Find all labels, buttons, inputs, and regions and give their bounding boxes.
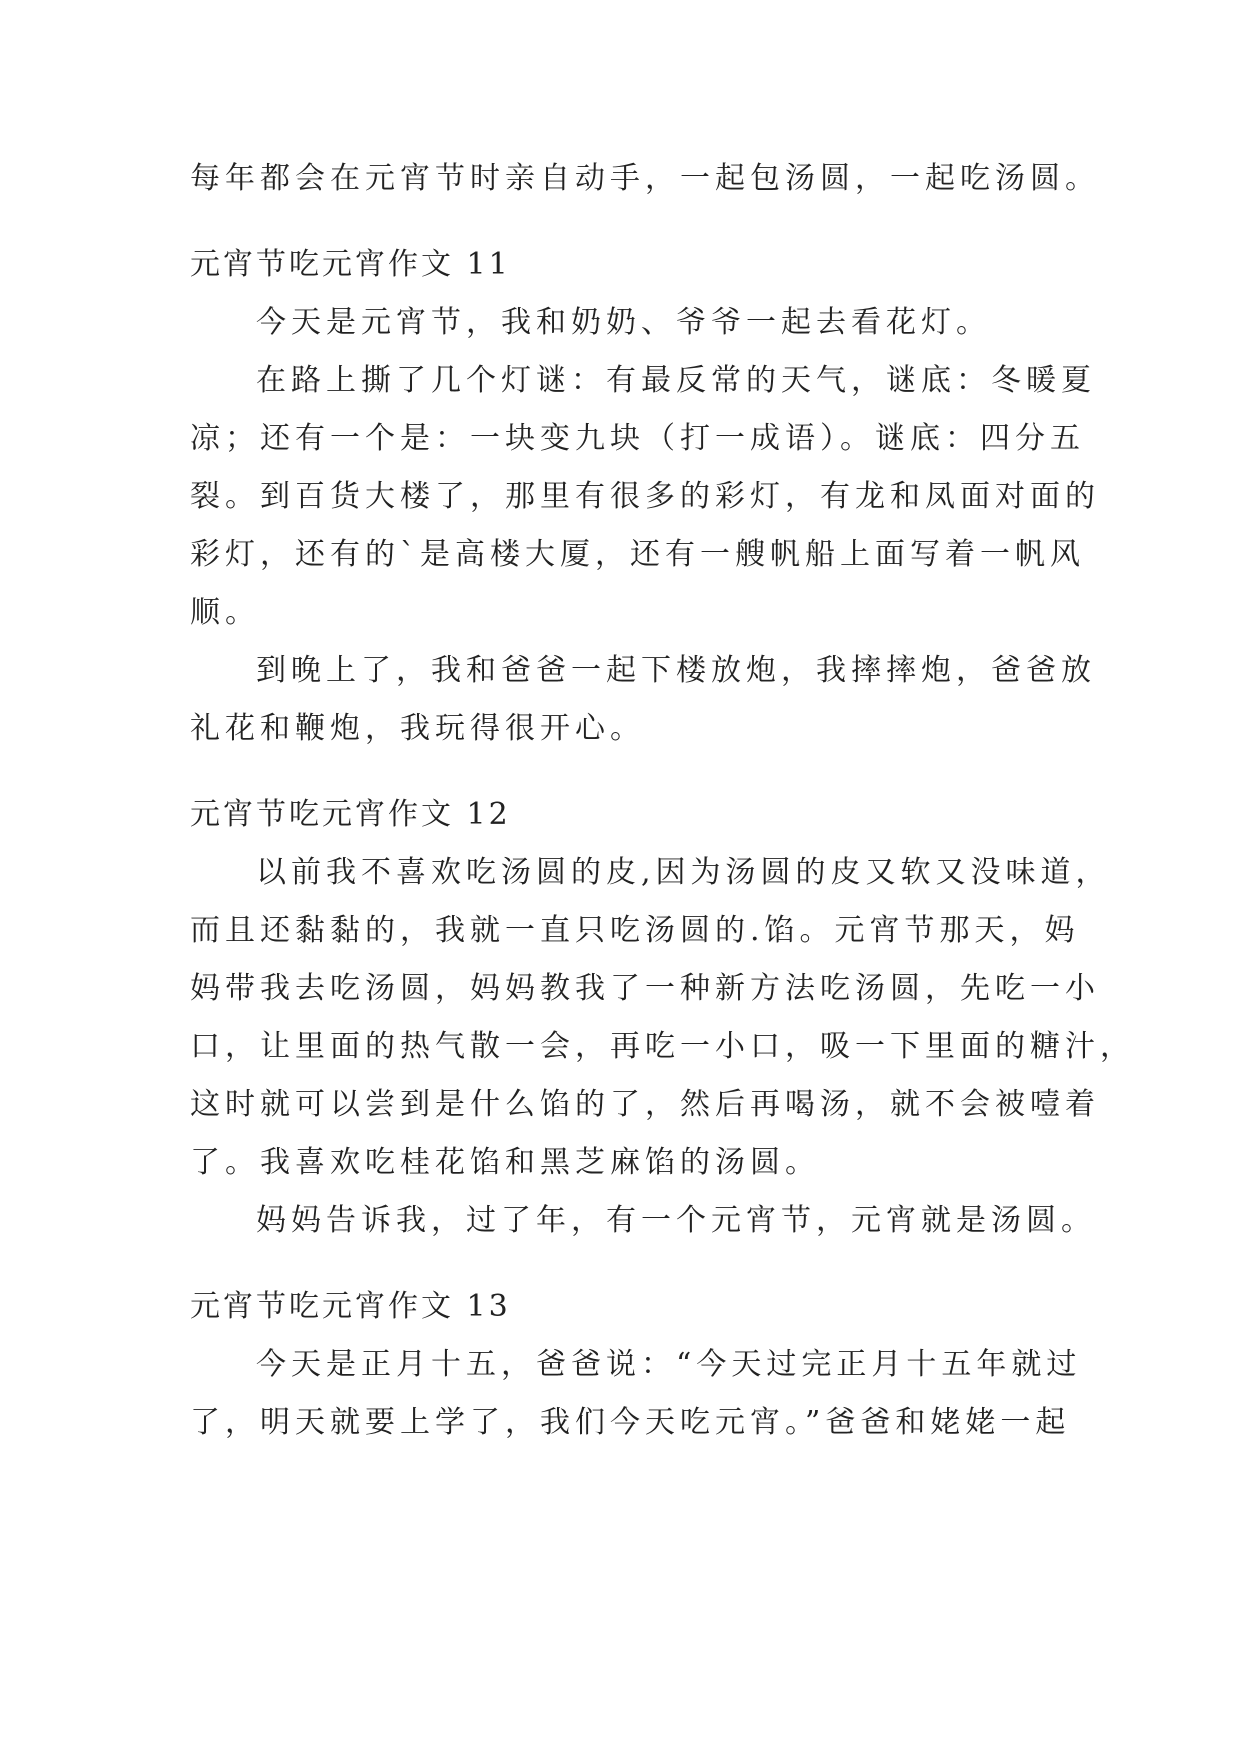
paragraph-line: 了。我喜欢吃桂花馅和黑芝麻馅的汤圆。 [190, 1145, 820, 1180]
paragraph-line: 顺。 [190, 595, 260, 630]
paragraph-gap [190, 1250, 1060, 1278]
paragraph-first-line: 今天是元宵节，我和奶奶、爷爷一起去看花灯。 [256, 305, 991, 340]
section-heading: 元宵节吃元宵作文 11 [190, 247, 511, 282]
paragraph-line: 裂。到百货大楼了，那里有很多的彩灯，有龙和凤面对面的 [190, 479, 1100, 514]
paragraph-line: 了，明天就要上学了，我们今天吃元宵。”爸爸和姥姥一起 [190, 1405, 1071, 1440]
paragraph-line: 妈带我去吃汤圆，妈妈教我了一种新方法吃汤圆，先吃一小 [190, 971, 1100, 1006]
paragraph-line: 这时就可以尝到是什么馅的了，然后再喝汤，就不会被噎着 [190, 1087, 1100, 1122]
paragraph-line: 彩灯，还有的`是高楼大厦，还有一艘帆船上面写着一帆风 [190, 537, 1085, 572]
paragraph-first-line: 妈妈告诉我，过了年，有一个元宵节，元宵就是汤圆。 [256, 1203, 1096, 1238]
paragraph-first-line: 以前我不喜欢吃汤圆的皮,因为汤圆的皮又软又没味道， [256, 855, 1111, 890]
section-heading: 元宵节吃元宵作文 13 [190, 1289, 511, 1324]
paragraph-line: 凉；还有一个是：一块变九块（打一成语）。谜底：四分五 [190, 421, 1085, 456]
paragraph-line: 而且还黏黏的，我就一直只吃汤圆的.馅。元宵节那天，妈 [190, 913, 1080, 948]
paragraph-first-line: 在路上撕了几个灯谜：有最反常的天气，谜底：冬暖夏 [256, 363, 1096, 398]
paragraph-line: 口，让里面的热气散一会，再吃一小口，吸一下里面的糖汁， [190, 1029, 1135, 1064]
paragraph-first-line: 到晚上了，我和爸爸一起下楼放炮，我摔摔炮，爸爸放 [256, 653, 1096, 688]
paragraph-gap [190, 758, 1060, 786]
section-heading: 元宵节吃元宵作文 12 [190, 797, 511, 832]
paragraph-line: 每年都会在元宵节时亲自动手，一起包汤圆，一起吃汤圆。 [190, 161, 1100, 196]
paragraph-line: 礼花和鞭炮，我玩得很开心。 [190, 711, 645, 746]
document-body [190, 150, 1135, 1452]
paragraph-first-line: 今天是正月十五，爸爸说：“今天过完正月十五年就过 [256, 1347, 1082, 1382]
paragraph-gap [190, 208, 1060, 236]
